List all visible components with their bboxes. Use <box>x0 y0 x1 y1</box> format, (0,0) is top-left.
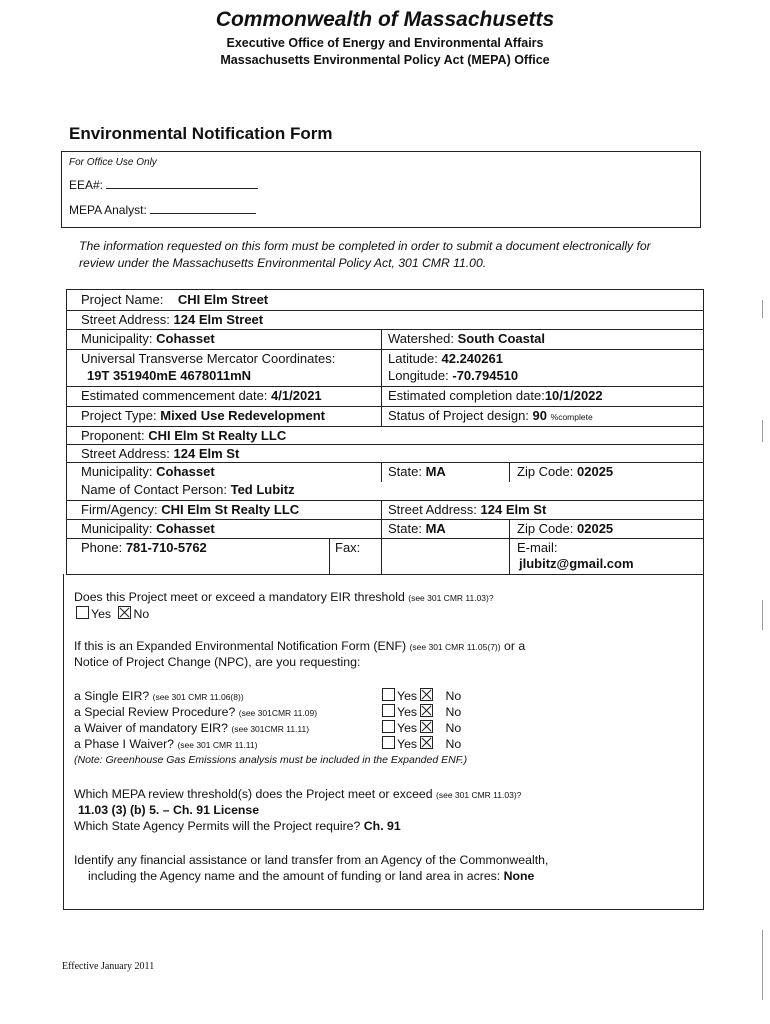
proponent-state-cell: State: MA <box>388 464 446 479</box>
project-name: CHI Elm Street <box>177 292 269 307</box>
email-address: jlubitz@gmail.com <box>519 556 634 571</box>
project-name-row: Project Name: CHI Elm Street <box>81 292 269 307</box>
utm-label: Universal Transverse Mercator Coordinates: <box>81 351 336 366</box>
project-type: Mixed Use Redevelopment <box>160 408 325 423</box>
special-review-row: a Special Review Procedure? (see 301CMR 11.09) <box>74 705 318 719</box>
proponent-street: 124 Elm St <box>173 446 240 461</box>
project-street: 124 Elm Street <box>173 312 264 327</box>
proponent-zip-cell: Zip Code: 02025 <box>517 464 614 479</box>
permits-answer: Ch. 91 <box>363 819 401 833</box>
permits-question: Which State Agency Permits will the Project require? Ch. 91 <box>74 819 401 833</box>
single-eir-row: a Single EIR? (see 301 CMR 11.06(8)) <box>74 689 244 703</box>
waiver-eir-options: Yes No <box>382 720 461 736</box>
scan-artifact <box>762 420 763 442</box>
longitude: -70.794510 <box>452 368 519 383</box>
commencement-date: 4/1/2021 <box>271 388 322 403</box>
phase-one-waiver-yes-checkbox[interactable] <box>382 736 395 749</box>
single-eir-options: Yes No <box>382 688 461 704</box>
office-use-box <box>61 151 701 228</box>
expanded-enf-question: If this is an Expanded Environmental Notification Form (ENF) (see 301 CMR 11.05(7)) or a <box>74 639 526 653</box>
firm-street: 124 Elm St <box>480 502 547 517</box>
mepa-analyst-field[interactable] <box>69 203 256 217</box>
agency-line: Executive Office of Energy and Environmental Affairs <box>226 36 544 50</box>
financial-assistance-question: Identify any financial assistance or land transfer from an Agency of the Commonwealth, <box>74 853 549 867</box>
document-title: Commonwealth of Massachusetts <box>215 8 555 31</box>
eir-no-checkbox[interactable] <box>118 606 131 619</box>
office-line: Massachusetts Environmental Policy Act (MEPA) Office <box>220 53 550 67</box>
latitude-cell: Latitude: 42.240261 <box>388 351 503 366</box>
latitude: 42.240261 <box>441 351 503 366</box>
phase-one-waiver-row: a Phase I Waiver? (see 301 CMR 11.11) <box>74 737 258 751</box>
project-street-row: Street Address: 124 Elm Street <box>81 312 264 327</box>
firm-municipality-cell: Municipality: Cohasset <box>81 521 215 536</box>
threshold-questions-box <box>63 574 704 910</box>
eir-yes-checkbox[interactable] <box>76 606 89 619</box>
threshold-question: Which MEPA review threshold(s) does the Project meet or exceed (see 301 CMR 11.03)? <box>74 787 522 801</box>
firm-zip: 02025 <box>577 521 614 536</box>
firm-street-cell: Street Address: 124 Elm St <box>388 502 547 517</box>
firm-state-cell: State: MA <box>388 521 446 536</box>
single-eir-no-checkbox[interactable] <box>420 688 433 701</box>
phase-one-waiver-options: Yes No <box>382 736 461 752</box>
design-suffix: %complete <box>550 412 593 422</box>
firm-name: CHI Elm St Realty LLC <box>161 502 300 517</box>
firm-zip-cell: Zip Code: 02025 <box>517 521 614 536</box>
project-municipality: Cohasset <box>156 331 215 346</box>
waiver-eir-yes-checkbox[interactable] <box>382 720 395 733</box>
proponent-row: Proponent: CHI Elm St Realty LLC <box>81 428 287 443</box>
contact-person: Ted Lubitz <box>230 482 295 497</box>
proponent-street-row: Street Address: 124 Elm St <box>81 446 240 461</box>
form-title: Environmental Notification Form <box>69 124 333 143</box>
firm-cell: Firm/Agency: CHI Elm St Realty LLC <box>81 502 300 517</box>
special-review-yes-checkbox[interactable] <box>382 704 395 717</box>
project-info-table <box>66 289 704 575</box>
watershed: South Coastal <box>457 331 546 346</box>
eea-number-field[interactable] <box>69 178 258 192</box>
eir-threshold-question: Does this Project meet or exceed a mandatory EIR threshold (see 301 CMR 11.03)? <box>74 590 494 604</box>
financial-assistance-answer: None <box>503 869 535 883</box>
longitude-cell: Longitude: -70.794510 <box>388 368 519 383</box>
completion-date: 10/1/2022 <box>544 388 603 403</box>
firm-municipality: Cohasset <box>156 521 215 536</box>
scan-artifact <box>762 300 763 318</box>
special-review-no-checkbox[interactable] <box>420 704 433 717</box>
firm-state: MA <box>425 521 446 536</box>
footer-effective-date: Effective January 2011 <box>62 961 155 972</box>
scan-artifact <box>762 600 763 630</box>
project-type-cell: Project Type: Mixed Use Redevelopment <box>81 408 325 423</box>
design-percent: 90 <box>532 408 548 423</box>
fax-cell: Fax: <box>335 540 361 555</box>
waiver-eir-row: a Waiver of mandatory EIR? (see 301CMR 11.11) <box>74 721 310 735</box>
single-eir-yes-checkbox[interactable] <box>382 688 395 701</box>
email-label: E-mail: <box>517 540 558 555</box>
proponent-name: CHI Elm St Realty LLC <box>148 428 287 443</box>
watershed-cell: Watershed: South Coastal <box>388 331 546 346</box>
proponent-municipality: Cohasset <box>156 464 215 479</box>
completion-cell: Estimated completion date:10/1/2022 <box>388 388 603 403</box>
scan-artifact <box>762 930 763 1000</box>
proponent-zip: 02025 <box>577 464 614 479</box>
eea-label: EEA#: <box>69 178 104 192</box>
project-municipality-row: Municipality: Cohasset <box>81 331 215 346</box>
phase-one-waiver-no-checkbox[interactable] <box>420 736 433 749</box>
threshold-answer: 11.03 (3) (b) 5. – Ch. 91 License <box>78 803 260 817</box>
office-use-heading: For Office Use Only <box>69 157 157 168</box>
design-status-cell: Status of Project design: 90 %complete <box>388 408 593 423</box>
phone-cell: Phone: 781-710-5762 <box>81 540 207 555</box>
utm-value: 19T 351940mE 4678011mN <box>87 368 252 383</box>
proponent-municipality-cell: Municipality: Cohasset <box>81 464 215 479</box>
contact-person-row: Name of Contact Person: Ted Lubitz <box>81 482 295 497</box>
expanded-enf-question-line2: Notice of Project Change (NPC), are you requesting: <box>74 655 361 669</box>
phone-number: 781-710-5762 <box>125 540 207 555</box>
waiver-eir-no-checkbox[interactable] <box>420 720 433 733</box>
analyst-label: MEPA Analyst: <box>69 203 147 217</box>
intro-text: The information requested on this form must be completed in order to submit a document electronically for review under the Massachusetts Environmental Policy Act, 301 CMR 11.00. <box>79 239 651 270</box>
commencement-cell: Estimated commencement date: 4/1/2021 <box>81 388 322 403</box>
special-review-options: Yes No <box>382 704 461 720</box>
ghg-note: (Note: Greenhouse Gas Emissions analysis must be included in the Expanded ENF.) <box>74 754 468 766</box>
proponent-state: MA <box>425 464 446 479</box>
financial-assistance-question-line2: including the Agency name and the amount of funding or land area in acres: None <box>88 869 535 883</box>
eir-threshold-answer: Yes No <box>76 606 149 622</box>
